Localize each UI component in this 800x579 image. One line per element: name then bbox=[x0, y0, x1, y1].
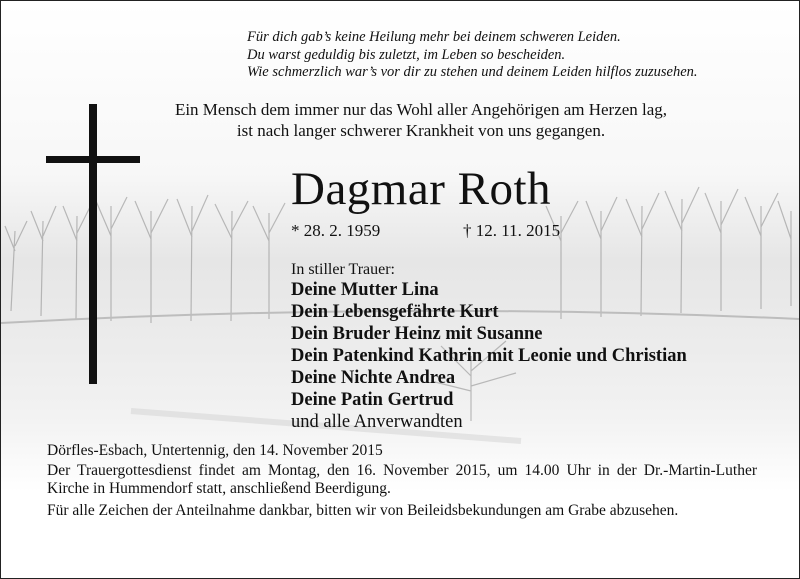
intro-line: ist nach langer schwerer Krankheit von uns gegangen. bbox=[236, 121, 606, 140]
service-info: Der Trauergottesdienst findet am Montag, den 16. November 2015, um 14.00 Uhr in der Dr.-Martin-Luther Kirche in Hummendorf statt, anschließend Beerdigung. bbox=[47, 462, 757, 497]
thanks-note: Für alle Zeichen der Anteilnahme dankbar, bitten wir von Beileidsbekundungen am Grabe abzusehen. bbox=[47, 502, 679, 519]
cross-icon bbox=[46, 104, 140, 384]
intro-line: Ein Mensch dem immer nur das Wohl aller Angehörigen am Herzen lag, bbox=[174, 100, 668, 119]
poem bbox=[247, 29, 698, 82]
poem-line: Für dich gab’s keine Heilung mehr bei deinem schweren Leiden. bbox=[247, 29, 621, 45]
mourner: Dein Patenkind Kathrin mit Leonie und Christian bbox=[291, 346, 687, 366]
mourning-heading: In stiller Trauer: bbox=[291, 261, 395, 278]
mourner: Deine Mutter Lina bbox=[291, 280, 439, 300]
mourner: Deine Nichte Andrea bbox=[291, 368, 456, 388]
intro-text bbox=[101, 99, 741, 141]
poem-line: Wie schmerzlich war’s vor dir zu stehen und deinem Leiden hilflos zuzusehen. bbox=[247, 64, 698, 80]
life-dates bbox=[291, 221, 591, 241]
place-date: Dörfles-Esbach, Untertennig, den 14. November 2015 bbox=[47, 442, 383, 459]
birth-date: * 28. 2. 1959 bbox=[291, 221, 381, 240]
mourners-list bbox=[291, 260, 687, 433]
mourner: Dein Bruder Heinz mit Susanne bbox=[291, 324, 543, 344]
mourner: Dein Lebensgefährte Kurt bbox=[291, 302, 499, 322]
deceased-name: Dagmar Roth bbox=[291, 163, 552, 215]
footer-text bbox=[47, 442, 757, 524]
relatives-line: und alle Anverwandten bbox=[291, 412, 463, 432]
death-date: † 12. 11. 2015 bbox=[463, 221, 561, 240]
mourner: Deine Patin Gertrud bbox=[291, 390, 454, 410]
poem-line: Du warst geduldig bis zuletzt, im Leben so bescheiden. bbox=[247, 46, 566, 63]
